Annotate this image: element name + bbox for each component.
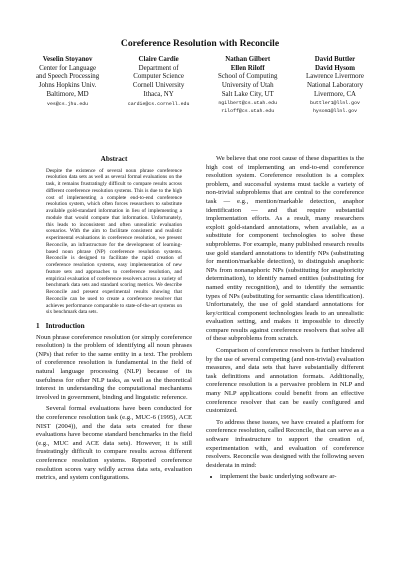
author-email: ngilbert@cs.utah.edu bbox=[218, 100, 278, 106]
affiliation-line: Lawrence Livermore bbox=[306, 73, 364, 81]
affiliation-line: Cornell University bbox=[132, 82, 185, 90]
affiliation-line: Department of bbox=[138, 64, 179, 72]
body-paragraph-2: Comparison of coreference resolvers is further hindered by the use of several competing (and non-trivial) evaluation measures, and data sets that have substantially different task definitions and annotation formats. Additionally, coreference resolution is a pervasive problem in NLP and many NLP applications could benefit from an effective coreference resolver that can be easily configured and customized. bbox=[206, 347, 364, 415]
affiliation-line: Center for Language bbox=[39, 64, 97, 72]
affiliation-line: Livermore, CA bbox=[313, 90, 357, 98]
affiliation-line: Ithaca, NY bbox=[143, 90, 174, 98]
affiliation-line: University of Utah bbox=[221, 82, 274, 90]
section-number: 1 bbox=[36, 322, 40, 331]
affiliation-line: Salt Lake City, UT bbox=[221, 90, 274, 98]
section-heading-introduction bbox=[36, 322, 192, 331]
author-buttler-hysom bbox=[306, 56, 364, 116]
left-column bbox=[36, 155, 192, 486]
section-title: Introduction bbox=[45, 322, 85, 331]
body-paragraph-3: To address these issues, we have created a platform for coreference resolution, called Reconcile, that can serve as a software infrastructure to support the creation of, experimentation with, and evaluation of coreference resolvers. Reconcile was designed with the following seven desiderata in mind: bbox=[206, 418, 364, 469]
abstract-text: Despite the existence of several noun phrase coreference resolution data sets as well as several formal evaluations on the task, it remains frustratingly difficult to compare results across different coreference resolution systems. This is due to the high cost of implementing a complete end-to-end coreference resolution system, which often forces researchers to substitute available gold-standard information in lieu of implementing a module that would compute that information. Unfortunately, this leads to inconsistent and often unrealistic evaluation scenarios. With the aim to facilitate consistent and realistic experimental evaluations in coreference resolution, we present Reconcile, an infrastructure for the development of learning-based noun phrase (NP) coreference resolution systems. Reconcile is designed to facilitate the rapid creation of coreference resolution systems, easy implementation of new feature sets and approaches to coreference resolution, and empirical evaluation of coreference resolvers across a variety of benchmark data sets and standard scoring metrics. We describe Reconcile and present experimental results showing that Reconcile can be used to create a coreference resolver that achieves performance comparable to state-of-the-art systems on six benchmark data sets. bbox=[46, 167, 182, 316]
author-stoyanov bbox=[36, 56, 99, 116]
author-block bbox=[36, 56, 364, 116]
author-email: ves@cs.jhu.edu bbox=[47, 101, 89, 107]
author-name: David Buttler bbox=[314, 56, 356, 63]
author-email: buttler1@llnl.gov bbox=[310, 100, 360, 106]
author-name: David Hysom bbox=[314, 64, 355, 72]
list-item: • implement the basic underlying software ar- bbox=[220, 473, 364, 482]
affiliation-line: Baltimore, MD bbox=[46, 90, 89, 98]
author-email: hysom1@llnl.gov bbox=[312, 108, 358, 114]
intro-paragraph-2: Several formal evaluations have been conducted for the coreference resolution task (e.g., MUC-6 (1995), ACE NIST (2004)), and the data sets created for these evaluations have become standard benchmarks in the field (e.g., MUC and ACE data sets). However, it is still frustratingly difficult to compare results across different coreference resolution systems. Reported coreference resolution scores vary wildly across data sets, evaluation metrics, and system configurations. bbox=[36, 405, 192, 482]
author-name: Ellen Riloff bbox=[230, 64, 265, 72]
intro-paragraph-1: Noun phrase coreference resolution (or simply coreference resolution) is the problem of identifying all noun phrases (NPs) that refer to the same entity in a text. The problem of coreference resolution is fundamental in the field of natural language processing (NLP) because of its usefulness for other NLP tasks, as well as the theoretical interest in understanding the computational mechanisms involved in government, binding and linguistic reference. bbox=[36, 333, 192, 401]
author-name: Nathan Gilbert bbox=[225, 56, 271, 63]
author-email: cardie@cs.cornell.edu bbox=[127, 101, 190, 107]
author-cardie bbox=[128, 56, 190, 116]
paper-title: Coreference Resolution with Reconcile bbox=[120, 38, 280, 49]
body-paragraph-1: We believe that one root cause of these disparities is the high cost of implementing an end-to-end coreference resolution system. Coreference resolution is a complex problem, and successful systems must tackle a variety of non-trivial subproblems that are central to the coreference task — e.g., mention/markable detection, anaphor identification — and that require substantial implementation efforts. As a result, many researchers exploit gold-standard annotations, when available, as a substitute for component technologies to solve these subproblems. For example, many published research results use gold standard annotations to identify NPs (substituting for mention/markable detection), to distinguish anaphoric NPs from nonanaphoric NPs (substituting for anaphoricity determination), to identify named entities (substituting for named entity recognition), and to identify the semantic types of NPs (substituting for semantic class identification). Unfortunately, the use of gold standard annotations for key/critical component technologies leads to an unrealistic evaluation setting, and makes it impossible to directly compare results against coreference resolvers that solve all of these subproblems from scratch. bbox=[206, 155, 364, 343]
author-gilbert-riloff bbox=[218, 56, 277, 116]
affiliation-line: Computer Science bbox=[133, 73, 184, 81]
desiderata-list bbox=[206, 473, 364, 482]
author-name: Veselin Stoyanov bbox=[42, 56, 93, 63]
abstract-heading: Abstract bbox=[100, 155, 128, 163]
affiliation-line: National Laboratory bbox=[306, 82, 364, 90]
author-email: riloff@cs.utah.edu bbox=[221, 108, 275, 114]
affiliation-line: and Speech Processing bbox=[36, 73, 100, 81]
affiliation-line: Johns Hopkins Univ. bbox=[38, 82, 97, 90]
right-column bbox=[206, 155, 364, 482]
affiliation-line: School of Computing bbox=[218, 73, 278, 81]
author-name: Claire Cardie bbox=[138, 56, 179, 63]
